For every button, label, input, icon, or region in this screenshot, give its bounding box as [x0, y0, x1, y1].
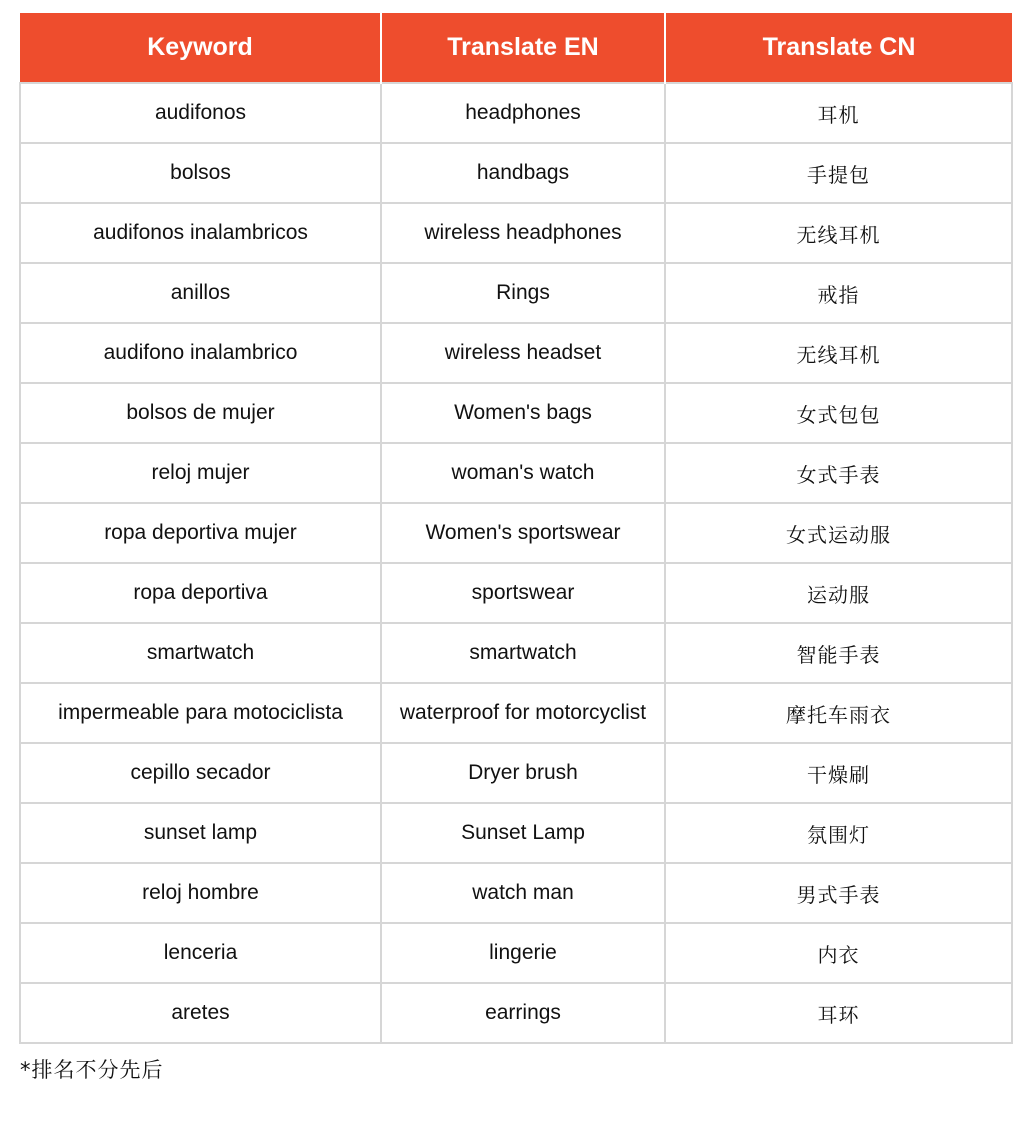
translate-cn-cell: 女式运动服: [665, 503, 1012, 563]
translate-en-cell: woman's watch: [381, 443, 665, 503]
translate-en-cell: Women's bags: [381, 383, 665, 443]
keyword-table: [19, 13, 1013, 1044]
keyword-cell: reloj hombre: [20, 863, 381, 923]
keyword-cell: smartwatch: [20, 623, 381, 683]
keyword-cell: audifonos inalambricos: [20, 203, 381, 263]
table-body: [20, 83, 1012, 1043]
keyword-cell: ropa deportiva mujer: [20, 503, 381, 563]
translate-en-cell: sportswear: [381, 563, 665, 623]
translate-cn-cell: 智能手表: [665, 623, 1012, 683]
table-row: [20, 263, 1012, 323]
translate-cn-cell: 女式包包: [665, 383, 1012, 443]
translate-cn-cell: 戒指: [665, 263, 1012, 323]
table-row: [20, 83, 1012, 143]
translate-cn-cell: 无线耳机: [665, 203, 1012, 263]
keyword-cell: audifonos: [20, 83, 381, 143]
translate-en-cell: watch man: [381, 863, 665, 923]
translate-cn-cell: 氛围灯: [665, 803, 1012, 863]
table-row: [20, 863, 1012, 923]
keyword-cell: anillos: [20, 263, 381, 323]
translate-cn-cell: 男式手表: [665, 863, 1012, 923]
header-keyword: Keyword: [20, 13, 381, 83]
footnote: *排名不分先后: [20, 1058, 164, 1082]
translate-en-cell: smartwatch: [381, 623, 665, 683]
translate-en-cell: headphones: [381, 83, 665, 143]
translate-en-cell: Women's sportswear: [381, 503, 665, 563]
keyword-cell: lenceria: [20, 923, 381, 983]
table-row: [20, 563, 1012, 623]
translate-en-cell: lingerie: [381, 923, 665, 983]
translate-cn-cell: 内衣: [665, 923, 1012, 983]
translate-en-cell: Sunset Lamp: [381, 803, 665, 863]
translate-en-cell: earrings: [381, 983, 665, 1043]
table-row: [20, 983, 1012, 1043]
table-row: [20, 203, 1012, 263]
table-row: [20, 143, 1012, 203]
header-translate-en: Translate EN: [381, 13, 665, 83]
keyword-cell: reloj mujer: [20, 443, 381, 503]
translate-cn-cell: 女式手表: [665, 443, 1012, 503]
translate-cn-cell: 耳环: [665, 983, 1012, 1043]
translate-cn-cell: 无线耳机: [665, 323, 1012, 383]
translate-en-cell: wireless headphones: [381, 203, 665, 263]
header-translate-cn: Translate CN: [665, 13, 1012, 83]
translate-cn-cell: 干燥刷: [665, 743, 1012, 803]
table-row: [20, 443, 1012, 503]
keyword-cell: cepillo secador: [20, 743, 381, 803]
translate-cn-cell: 摩托车雨衣: [665, 683, 1012, 743]
keyword-cell: ropa deportiva: [20, 563, 381, 623]
keyword-table-container: [19, 13, 1011, 1044]
table-row: [20, 683, 1012, 743]
translate-en-cell: handbags: [381, 143, 665, 203]
translate-en-cell: waterproof for motorcyclist: [381, 683, 665, 743]
keyword-cell: impermeable para motociclista: [20, 683, 381, 743]
table-row: [20, 323, 1012, 383]
translate-cn-cell: 运动服: [665, 563, 1012, 623]
table-row: [20, 503, 1012, 563]
translate-en-cell: Rings: [381, 263, 665, 323]
keyword-cell: bolsos: [20, 143, 381, 203]
table-row: [20, 623, 1012, 683]
table-row: [20, 923, 1012, 983]
header-row: [20, 13, 1012, 83]
translate-en-cell: wireless headset: [381, 323, 665, 383]
keyword-cell: audifono inalambrico: [20, 323, 381, 383]
table-row: [20, 383, 1012, 443]
translate-cn-cell: 耳机: [665, 83, 1012, 143]
keyword-cell: sunset lamp: [20, 803, 381, 863]
translate-cn-cell: 手提包: [665, 143, 1012, 203]
keyword-cell: aretes: [20, 983, 381, 1043]
table-row: [20, 743, 1012, 803]
table-header: [20, 13, 1012, 83]
keyword-cell: bolsos de mujer: [20, 383, 381, 443]
translate-en-cell: Dryer brush: [381, 743, 665, 803]
table-row: [20, 803, 1012, 863]
